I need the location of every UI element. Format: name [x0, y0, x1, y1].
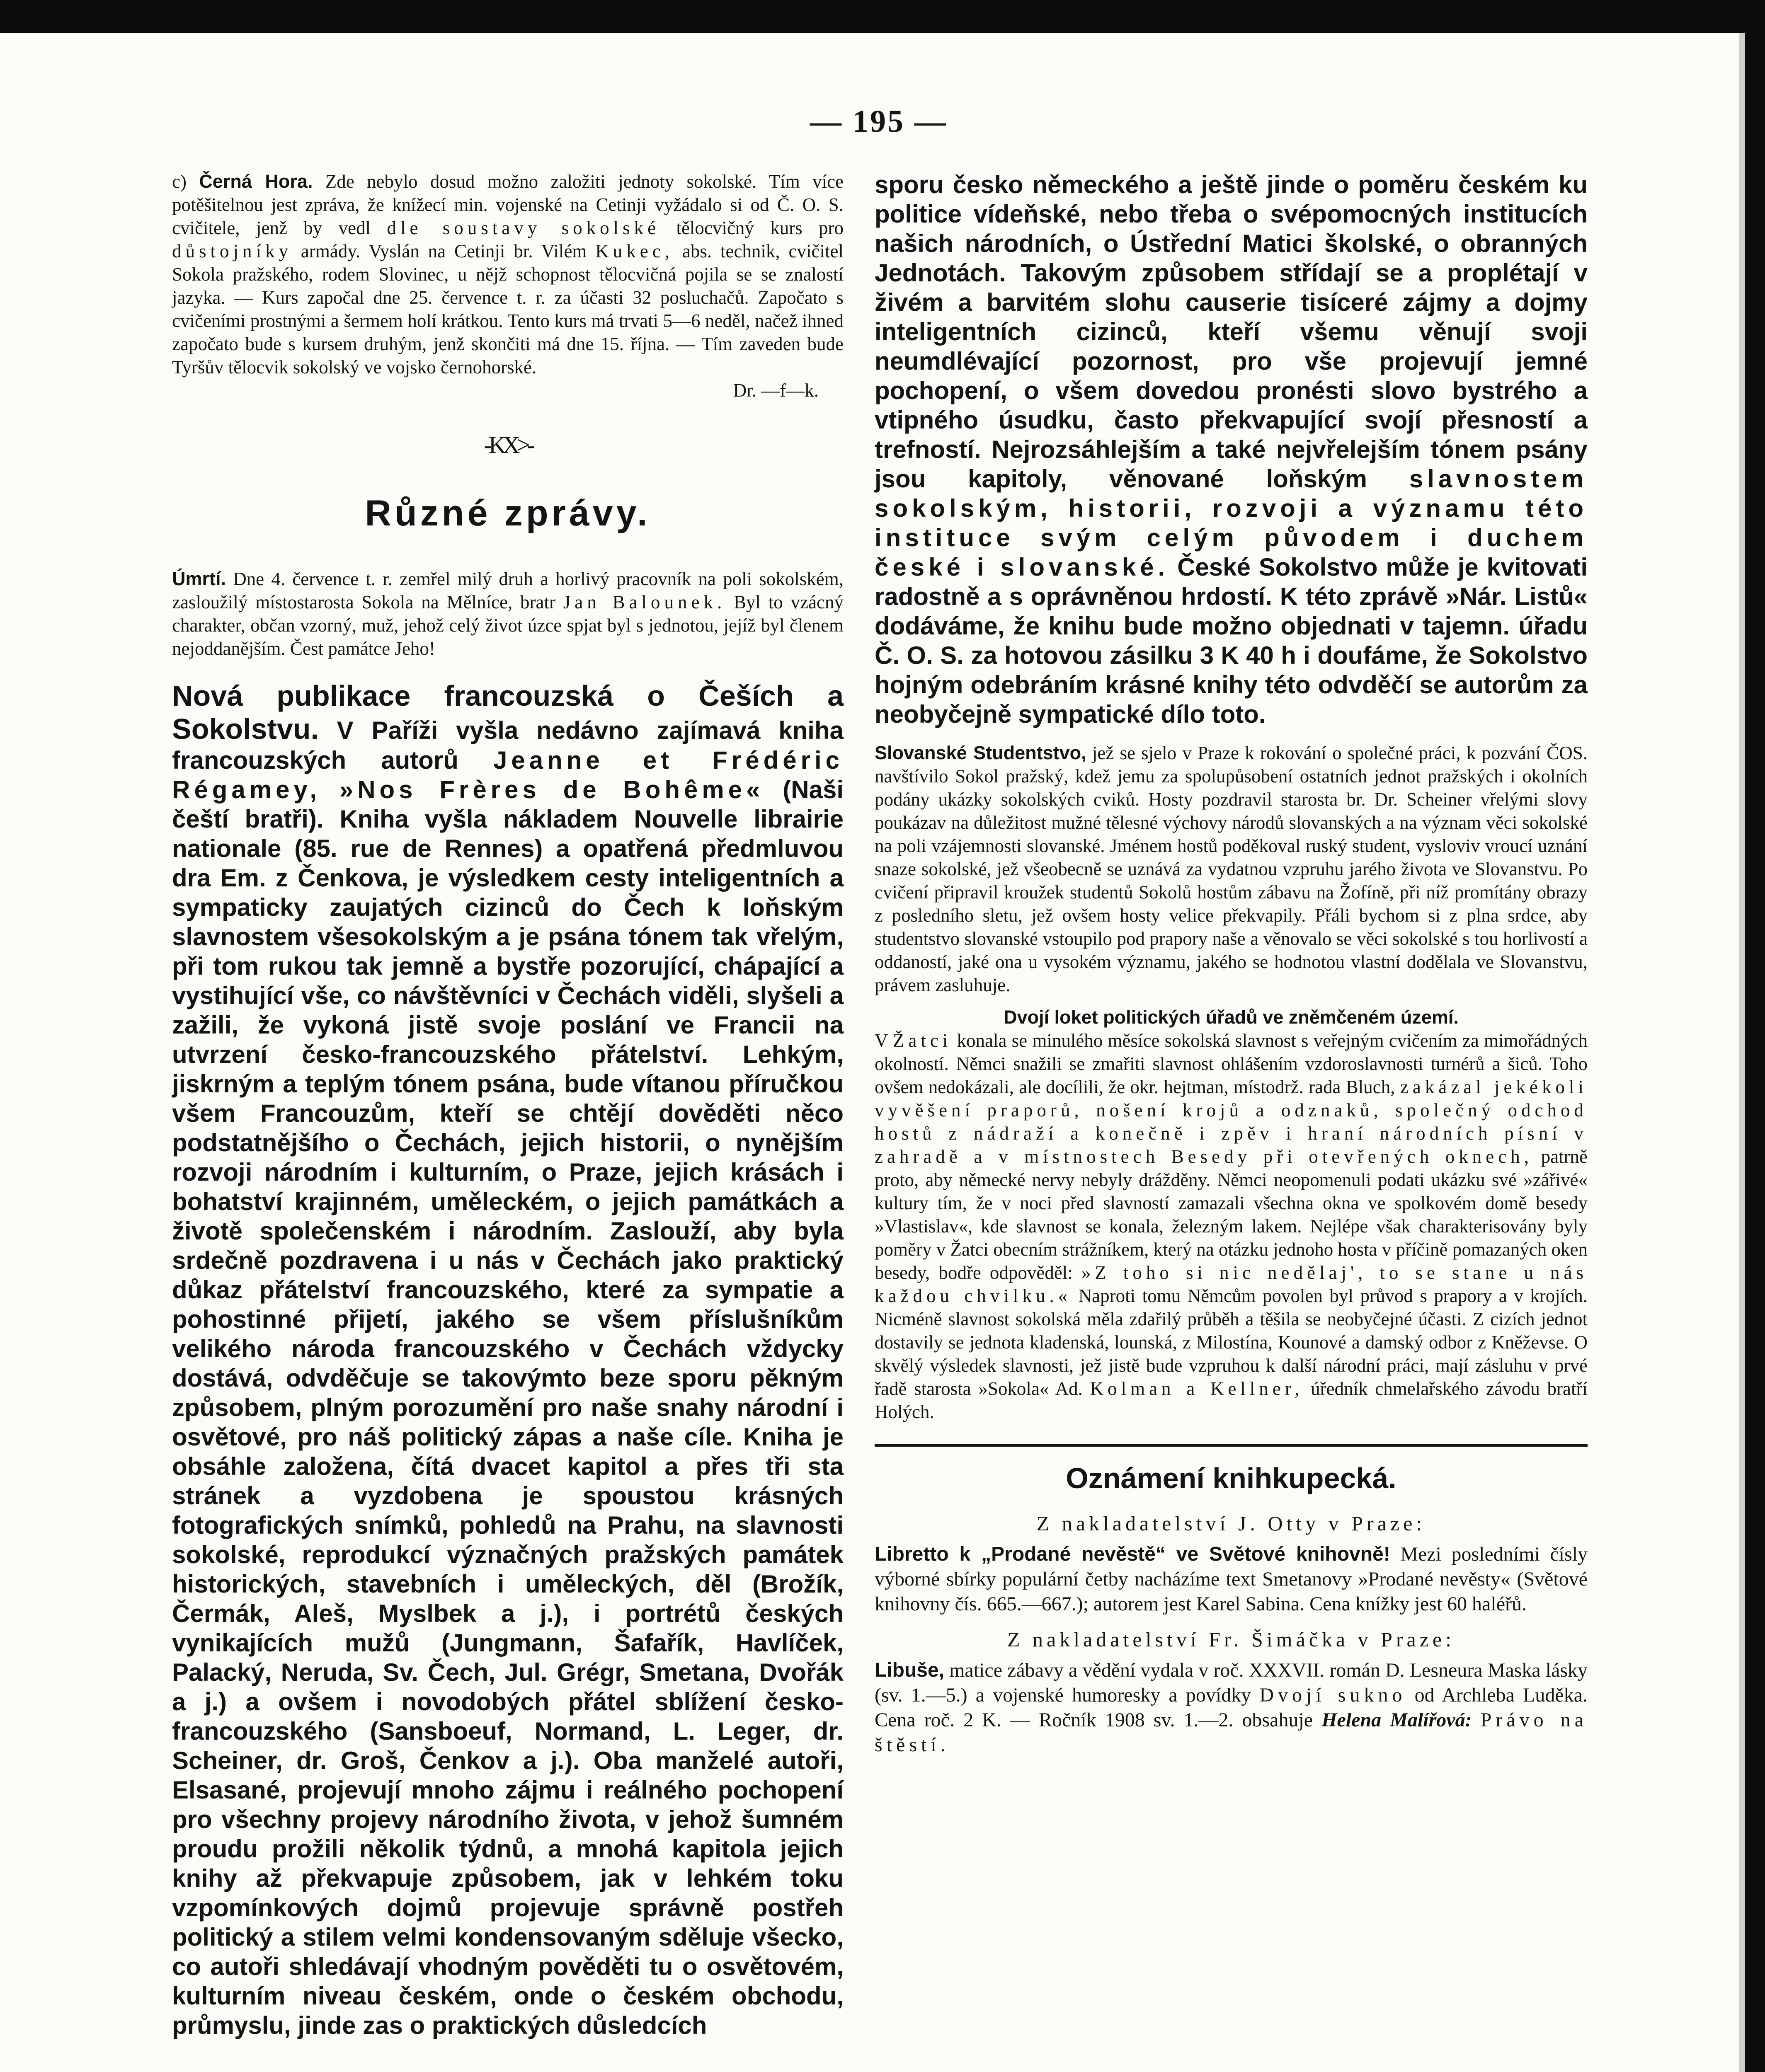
spaced-authors: Jeanne et Frédéric Régamey,	[172, 746, 844, 804]
article-title: Úmrtí.	[172, 568, 226, 589]
announcement-title: Libuše,	[875, 1659, 945, 1681]
article-text: V	[875, 1030, 888, 1051]
announcement-text: matice zábavy a vědění vydala v roč. XXXVII. román D. Lesneura Maska lásky (sv. 1.—5.) a vojenské humoresky a povídky	[875, 1659, 1588, 1706]
article-title: Nová publikace francouzská o Češích a Sokolstvu.	[172, 680, 844, 745]
article-publikace-continued	[875, 170, 1588, 729]
article-title: Slovanské Studentstvo,	[875, 742, 1086, 763]
article-publikace	[172, 679, 844, 2040]
spaced-names: Kolman a Kellner,	[1090, 1378, 1304, 1399]
left-column	[172, 170, 844, 2049]
scan-border-right	[1745, 0, 1765, 2072]
section-heading: Různé zprávy.	[365, 492, 651, 533]
spaced-text: dle soustavy sokolské	[387, 218, 660, 238]
spaced-name: Jan Balounek.	[563, 592, 726, 612]
article-cerna-hora	[172, 170, 844, 402]
article-text: České Sokolstvo může je kvitovati radostně a s oprávněnou hrdostí. K této zprávě »Nár. Listů« dodáváme, že knihu bude možno objednati v tajemn. úřadu Č. O. S. za hotovou zásilku 3 K 40 h i doufáme, že Sokolstvo hojným odebráním krásné knihy této odvděčí se autorům za neobyčejně sympatické dílo toto.	[875, 553, 1588, 728]
book-announcement	[875, 1658, 1588, 1757]
article-text: patrně proto, aby německé nervy nebyly drážděny. Němci neopomenuli podati ukázku své »zářivé« kultury tím, že v noci před slavností zamazali všechna okna ve spolkovém domě besedy »Vlastislav«, kde slavnost se konala, železným lakem. Nejlépe však charakterisovány byly poměry v Žatci obecním strážníkem, který na otázku jednoho hosta v příčině pomazaných oken besedy, bodře odpověděl:	[875, 1146, 1588, 1283]
article-text: sporu česko německého a ještě jinde o poměru českém ku politice vídeňské, nebo třeba o svépomocných institucích našich národních, o Ústřední Matici školské, o obranných Jednotách. Takovým způsobem střídají se a proplétají v živém a barvitém slohu causerie tisíceré zájmy a dojmy inteligentních cizinců, kteří všemu věnují svoji neumdlévající pozornost, pro vše projevují jemné pochopení, o všem dovedou pronésti slovo bystrého a vtipného úsudku, často překvapující svojí přesností a trefností. Nejrozsáhlejším a také nejvřelejším tónem psány jsou kapitoly, věnované loňským	[875, 171, 1588, 493]
announcement-text: Mezi posledními čísly výborné sbírky populární četby nacházíme text Smetanovy »Prodané nevěsty« (Světové knihovny čís. 665.—667.); autorem jest Karel Sabina. Cena knížky jest 60 haléřů.	[875, 1543, 1588, 1615]
article-label: c)	[172, 171, 187, 192]
article-umrti	[172, 567, 844, 660]
spaced-quote: »Z toho si nic nedělaj', to se stane u nás každou chvilku.«	[875, 1262, 1588, 1306]
article-text: V Paříži vyšla nedávno zajímavá kniha francouzských autorů	[172, 716, 844, 774]
article-text: konala se minulého měsíce sokolská slavnost s veřejným cvičením za mimořádných okolností. Němci snažili se zmařiti slavnost ohlášením vzdoroslavnosti turnérů a šiců. Toho ovšem nedokázali, ale docílili, že okr. hejtman, místodrž. rada Bluch,	[875, 1030, 1588, 1097]
ornament-divider: -KX>-	[484, 431, 532, 458]
article-text: úředník chmelařského závodu bratří Holých.	[875, 1378, 1588, 1422]
spaced-title: Dvojí sukno	[1259, 1684, 1406, 1706]
spaced-text: důstojníky	[172, 241, 293, 261]
spaced-place: Žatci	[892, 1030, 952, 1051]
article-text: tělocvičný kurs pro	[676, 218, 844, 238]
spaced-text: zakázal jekékoli vyvěšení praporů, nošení krojů a odznaků, společný odchod hostů z nádraží a konečně i zpěv i hraní národních písní v zahradě a v místnostech Besedy při otevřených oknech,	[875, 1077, 1588, 1167]
article-text: Zde nebylo dosud možno založiti jednoty sokolské. Tím více potěšitelnou jest zpráva, že knížecí min. vojenské na Cetinji vyžádalo si od Č. O. S. cvičitele, jenž by vedl	[172, 171, 844, 238]
article-studentstvo	[875, 741, 1588, 997]
article-text: Naproti tomu Němcům povolen byl průvod s prapory a v krojích. Nicméně slavnost sokolská měla zdařilý průběh a těšila se neobyčejné účasti. Z cizích jednot dostavily se jednota kladenská, lounská, z Milostína, Kounové a damský odbor z Kněževse. O skvělý výsledek slavnosti, jež jistě bude vzpruhou k další národní práci, mají zásluhu v prvé řadě starosta »Sokola« Ad.	[875, 1285, 1588, 1399]
author-name: Helena Malířová:	[1321, 1709, 1472, 1731]
spaced-name: Kukec,	[595, 241, 674, 261]
article-dvoji-loket	[875, 1006, 1588, 1423]
spaced-title: Právo na štěstí.	[875, 1709, 1588, 1756]
section-divider	[875, 1444, 1588, 1447]
article-text: jež se sjelo v Praze k rokování o společné práci, k pozvání ČOS. navštívilo Sokol pražský, kdež jemu za spolupůsobení ostatních jednot pražských i okolních podány ukázky sokolských cviků. Hosty pozdravil starosta br. Dr. Scheiner vřelými slovy poukázav na důležitost mužné tělesné výchovy národů slovanských a na význam věci sokolské na poli vzájemnosti slovanské. Jménem hostů poděkoval ruský student, vysloviv vroucí uznání snaze sokolské, jež všeobecně se uznává za vydatnou vzpruhu jarého života ve Slovanstvu. Po cvičení připravil kroužek studentů Sokolů hostům zábavu na Žofíně, při níž promítány obrazy z posledního sletu, jež ovšem hosty velice překvapily. Přáli bychom si z plna srdce, aby studentstvo slovanské vstoupilo pod prapory naše a věnovalo se věci sokolské s tou horlivostí a oddaností, jaké ona u vysokém významu, jakého se hodnotou vlastní dodělala ve Slovanstvu, právem zasluhuje.	[875, 743, 1588, 995]
ads-heading: Oznámení knihkupecká.	[1066, 1462, 1396, 1494]
article-text: Dne 4. července t. r. zemřel milý druh a horlivý pracovník na poli sokolském, zasloužilý místostarosta Sokola na Mělníce, bratr	[172, 569, 844, 612]
article-title: Černá Hora.	[199, 171, 313, 192]
article-text: (Naši čeští bratři). Kniha vyšla nákladem Nouvelle librairie nationale (85. rue de Rennes) a opatřená předmluvou dra Em. z Čenkova, je výsledkem cesty inteligentních a sympaticky zaujatých cizinců do Čech k loňským slavnostem všesokolským a je psána tónem tak vřelým, při tom rukou tak jemně a bystře pozorující, chápající a vystihující vše, co návštěvníci v Čechách viděli, slyšeli a zažili, že vykoná jistě svoje poslání ve Francii na utvrzení česko-francouzského přátelství. Lehkým, jiskrným a teplým tónem psána, bude vítanou příručkou všem Francouzům, kteří se chtějí dověděti něco podstatnějšího o Čechách, jejich historii, o nynějším rozvoji národním i kulturním, o Praze, jejich krásách i bohatství krajinném, uměleckém, o jejich památkách a životě společenském i národním. Zaslouží, aby byla srdečně pozdravena i u nás v Čechách jako praktický důkaz přátelství francouzského, které za sympatie a pohostinné přijetí, jakého se všem příslušníkům velikého národa francouzského v Čechách vždycky dostává, odvděčuje se takovýmto beze sporu pěkným způsobem, plným porozumění pro naše snahy národní i osvětové, pro náš politický zápas a naše cíle. Kniha je obsáhle založena, čítá dvacet kapitol a přes tři sta stránek a vyzdobena je spoustou krásných fotografických snímků, pohledů na Prahu, na slavnosti sokolské, reprodukcí význačných pražských památek historických, stavebních i uměleckých, děl (Brožík, Čermák, Aleš, Myslbek a j.), i portrétů českých vynikajících mužů (Jungmann, Šafařík, Havlíček, Palacký, Neruda, Sv. Čech, Jul. Grégr, Smetana, Dvořák a j.) a ovšem i novodobých přátel sblížení česko-francouzského (Sansboeuf, Normand, L. Leger, dr. Scheiner, dr. Groš, Čenkov a j.). Oba manželé autoři, Elsasané, projevují mnoho zájmu i reálného pochopení pro všechny projevy národního života, v jehož šumném proudu prožili několik týdnů, a mnohá kapitola jejich knihy až překvapuje způsobem, jak v lehkém toku vzpomínkových dojmů projevuje správně postřeh politický a stilem velmi kondensovaným sděluje všecko, co autoři shledávají vhodným pověděti tu o osvětovém, kulturním niveau českém, onde o českém obchodu, průmyslu, jinde zas o praktických důsledcích	[172, 776, 844, 2039]
signature: Dr. —f—k.	[733, 380, 819, 401]
page-number: — 195 —	[810, 104, 948, 139]
article-text: Byl to vzácný charakter, občan vzorný, muž, jehož celý život úzce spjat byl s jednotou, jejíž byl členem nejoddanějším. Čest památce Jeho!	[172, 592, 844, 659]
publisher-line: Z nakladatelství Fr. Šimáčka v Praze:	[1007, 1628, 1455, 1651]
scan-edge-shadow	[1739, 33, 1745, 2072]
announcement-text: od Archleba Luděka. Cena roč. 2 K. — Ročník 1908 sv. 1.—2. obsahuje	[875, 1684, 1588, 1731]
scan-border-top	[0, 0, 1765, 33]
publisher-line: Z nakladatelství J. Otty v Praze:	[1036, 1512, 1426, 1535]
announcement-title: Libretto k „Prodané nevěstě“ ve Světové knihovně!	[875, 1543, 1390, 1565]
article-text: abs. technik, cvičitel Sokola pražského, rodem Slovinec, u nějž schopnost tělocvičná pojila se se znalostí jazyka. — Kurs započal dne 25. července t. r. za účasti 32 posluchačů. Započato s cvičeními prostnými a šermem holí krátkou. Tento kurs má trvati 5—6 neděl, načež ihned započato bude s kursem druhým, jenž skončiti má dne 15. října. — Tím zaveden bude Tyršův tělocvik sokolský ve vojsko černohorské.	[172, 241, 844, 378]
article-text: armády. Vyslán na Cetinji br. Vilém	[301, 241, 587, 261]
right-column	[875, 170, 1588, 1768]
book-announcement	[875, 1542, 1588, 1617]
spaced-book-title: »Nos Frères de Bohême«	[339, 776, 764, 804]
article-title: Dvojí loket politických úřadů ve zněmčeném území.	[1004, 1007, 1459, 1028]
spaced-text: slavnostem sokolským, historii, rozvoji a významu této instituce svým celým původem i duchem české i slovanské.	[875, 465, 1588, 581]
